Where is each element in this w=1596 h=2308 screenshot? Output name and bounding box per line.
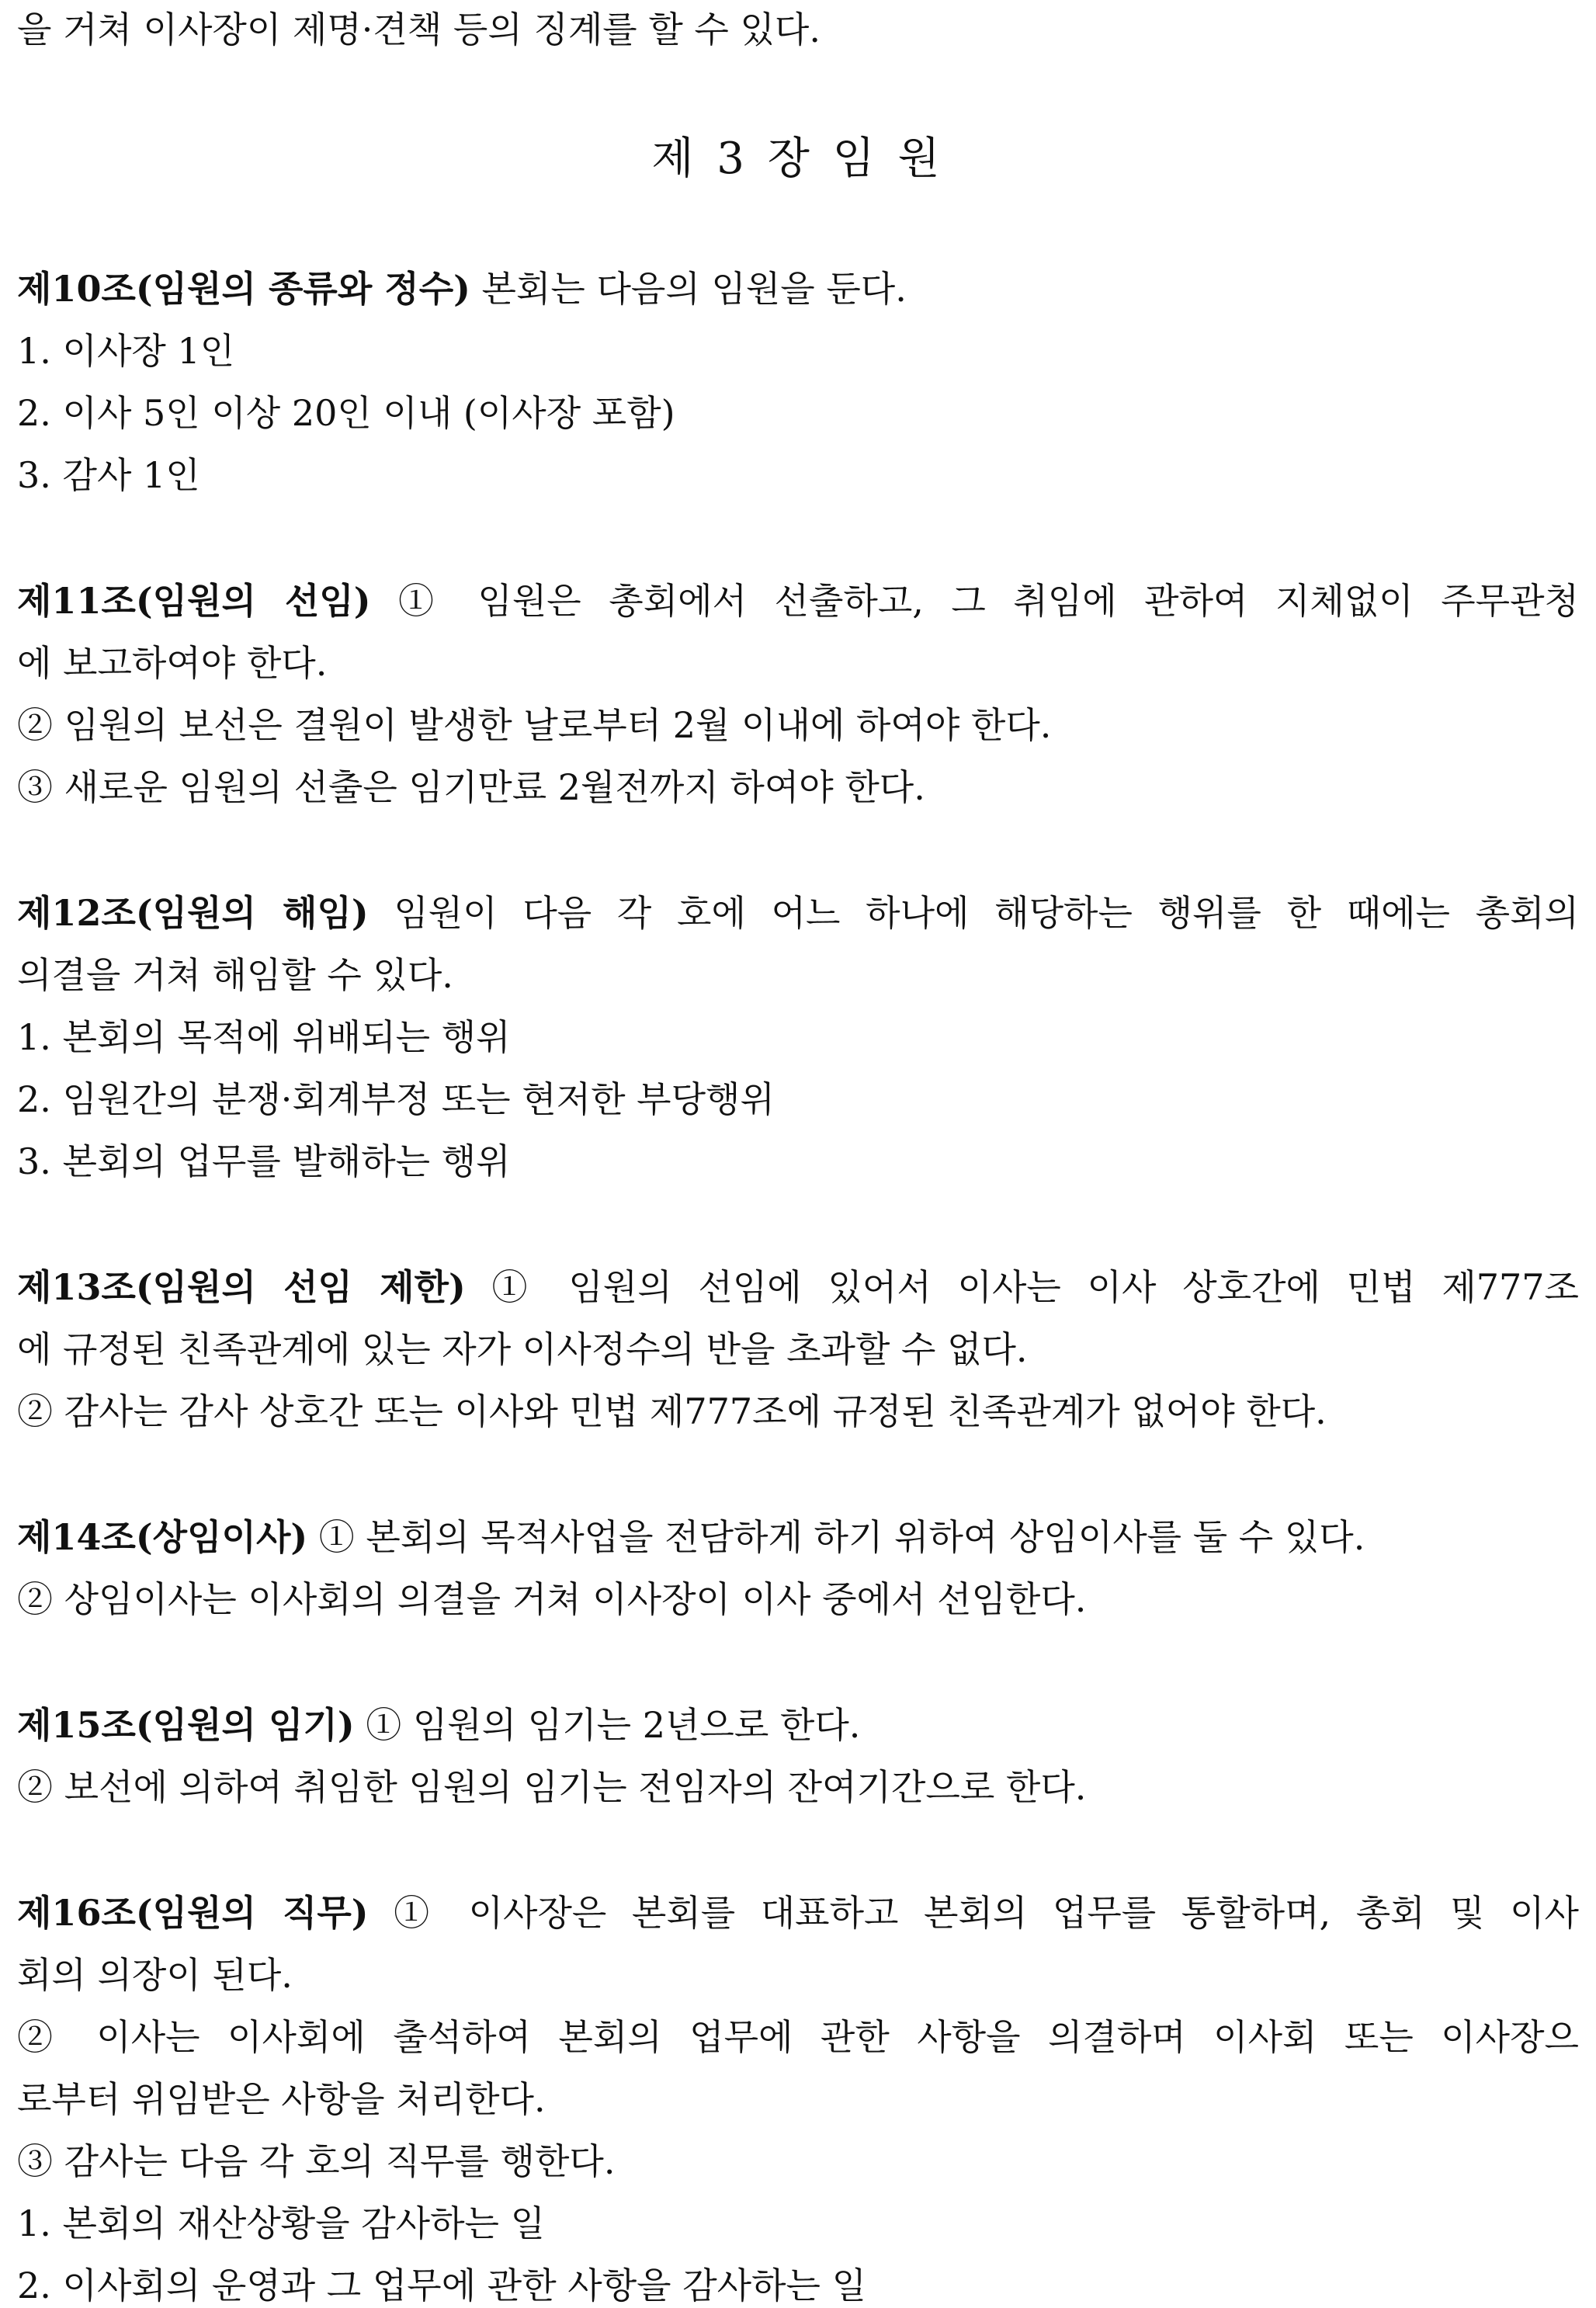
article-10-heading: 제10조(임원의 종류와 정수)	[17, 268, 470, 310]
article-11-paragraph-3: ③ 새로운 임원의 선출은 임기만료 2월전까지 하여야 한다.	[17, 766, 925, 808]
intro-tail-text: 을 거쳐 이사장이 제명·견책 등의 징계를 할 수 있다.	[17, 9, 821, 50]
article-13-body-line-2: 에 규정된 친족관계에 있는 자가 이사정수의 반을 초과할 수 없다.	[17, 1328, 1028, 1370]
article-15-first-line	[17, 1703, 1579, 1747]
article-10-item-3: 3. 감사 1인	[17, 454, 200, 496]
article-12-item-3: 3. 본회의 업무를 발해하는 행위	[17, 1140, 511, 1182]
article-14-first-line	[17, 1515, 1579, 1559]
article-15-heading: 제15조(임원의 임기)	[17, 1704, 355, 1746]
article-13-paragraph-2: ② 감사는 감사 상호간 또는 이사와 민법 제777조에 규정된 친족관계가 없어야 한다.	[17, 1390, 1327, 1432]
article-14-body-line-1: ① 본회의 목적사업을 전담하게 하기 위하여 상임이사를 둘 수 있다.	[307, 1516, 1365, 1558]
article-16-first-line	[17, 1891, 1579, 1935]
article-16-body-line-1: ① 이사장은 본회를 대표하고 본회의 업무를 통할하며, 총회 및 이사	[368, 1892, 1579, 1934]
article-16-paragraph-2-line-1: ② 이사는 이사회에 출석하여 본회의 업무에 관한 사항을 의결하며 이사회 또는 이사장으	[17, 2016, 1579, 2058]
article-12-heading: 제12조(임원의 해임)	[17, 892, 369, 934]
article-11-heading: 제11조(임원의 선임)	[17, 580, 371, 622]
article-12-item-2: 2. 임원간의 분쟁·회계부정 또는 현저한 부당행위	[17, 1078, 775, 1120]
article-16-heading: 제16조(임원의 직무)	[17, 1892, 369, 1934]
article-13-body-line-1: ① 임원의 선임에 있어서 이사는 이사 상호간에 민법 제777조	[465, 1266, 1579, 1308]
article-11-first-line	[17, 579, 1579, 623]
article-16-paragraph-2-line-2: 로부터 위임받은 사항을 처리한다.	[17, 2078, 546, 2120]
article-13-first-line	[17, 1265, 1579, 1309]
article-13-heading: 제13조(임원의 선임 제한)	[17, 1266, 466, 1308]
chapter-title: 제 3 장 임 원	[651, 134, 945, 184]
article-10-first-line	[17, 267, 1579, 311]
article-12-first-line	[17, 891, 1579, 935]
article-16-item-2: 2. 이사회의 운영과 그 업무에 관한 사항을 감사하는 일	[17, 2265, 867, 2306]
article-15-paragraph-2: ② 보선에 의하여 취임한 임원의 임기는 전임자의 잔여기간으로 한다.	[17, 1766, 1087, 1808]
article-16-paragraph-3: ③ 감사는 다음 각 호의 직무를 행한다.	[17, 2140, 616, 2182]
article-11-body-line-1: ① 임원은 총회에서 선출하고, 그 취임에 관하여 지체없이 주무관청	[370, 580, 1579, 622]
article-16-body-line-2: 회의 의장이 된다.	[17, 1954, 293, 1996]
article-16-item-1: 1. 본회의 재산상황을 감사하는 일	[17, 2202, 546, 2244]
article-15-body-line-1: ① 임원의 임기는 2년으로 한다.	[354, 1704, 861, 1746]
article-10-body: 본회는 다음의 임원을 둔다.	[470, 268, 907, 310]
article-14-paragraph-2: ② 상임이사는 이사회의 의결을 거쳐 이사장이 이사 중에서 선임한다.	[17, 1578, 1087, 1620]
article-12-item-1: 1. 본회의 목적에 위배되는 행위	[17, 1016, 511, 1058]
article-12-body-line-1: 임원이 다음 각 호에 어느 하나에 해당하는 행위를 한 때에는 총회의	[368, 892, 1579, 934]
article-14-heading: 제14조(상임이사)	[17, 1516, 308, 1558]
article-12-body-line-2: 의결을 거쳐 해임할 수 있다.	[17, 954, 453, 996]
article-10-item-1: 1. 이사장 1인	[17, 330, 235, 372]
article-11-paragraph-2: ② 임원의 보선은 결원이 발생한 날로부터 2월 이내에 하여야 한다.	[17, 704, 1052, 746]
article-11-body-line-2: 에 보고하여야 한다.	[17, 642, 328, 684]
article-10-item-2: 2. 이사 5인 이상 20인 이내 (이사장 포함)	[17, 392, 675, 434]
